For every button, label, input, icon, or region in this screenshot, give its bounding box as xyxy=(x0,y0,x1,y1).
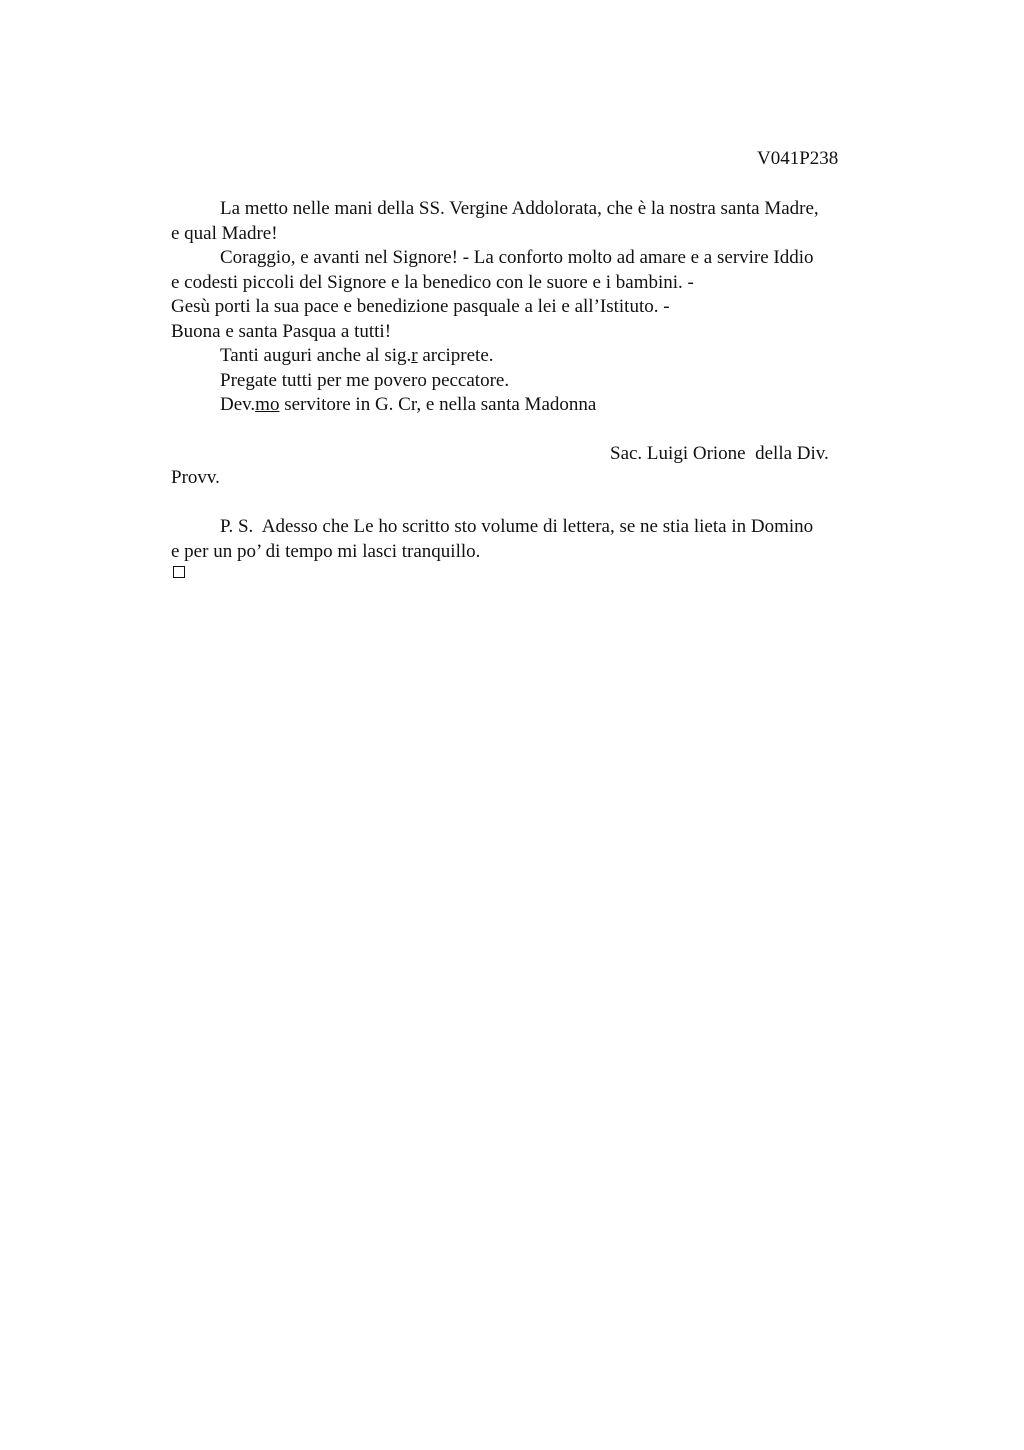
body-line-7-text: Tanti auguri anche al sig. xyxy=(220,345,412,366)
body-line-3: Coraggio, e avanti nel Signore! - La conforto molto ad amare e a servire Iddio xyxy=(220,247,814,268)
page-reference: V041P238 xyxy=(757,148,839,169)
empty-box-marker xyxy=(173,566,185,578)
postscript-line-2: e per un po’ di tempo mi lasci tranquillo. xyxy=(171,541,481,562)
body-line-8: Pregate tutti per me povero peccatore. xyxy=(220,370,510,391)
body-line-7-tail: arciprete. xyxy=(417,345,494,366)
signature-line-2: Provv. xyxy=(171,467,220,488)
postscript-line-1: P. S. Adesso che Le ho scritto sto volume di lettera, se ne stia lieta in Domino xyxy=(220,516,814,537)
body-line-7 xyxy=(220,344,494,368)
body-line-1: La metto nelle mani della SS. Vergine Addolorata, che è la nostra santa Madre, xyxy=(220,198,819,219)
body-line-6: Buona e santa Pasqua a tutti! xyxy=(171,321,392,342)
body-line-9-text: Dev. xyxy=(220,394,256,415)
abbrev-superscript-r: r xyxy=(411,345,418,366)
body-line-5: Gesù porti la sua pace e benedizione pasquale a lei e all’Istituto. - xyxy=(171,296,670,317)
body-line-4: e codesti piccoli del Signore e la benedico con le suore e i bambini. - xyxy=(171,272,694,293)
body-line-9-tail: servitore in G. Cr, e nella santa Madonna xyxy=(279,394,597,415)
body-line-2: e qual Madre! xyxy=(171,223,278,244)
abbrev-superscript-mo: mo xyxy=(255,394,280,415)
signature-line-1: Sac. Luigi Orione della Div. xyxy=(610,443,829,464)
body-line-9 xyxy=(220,393,596,417)
